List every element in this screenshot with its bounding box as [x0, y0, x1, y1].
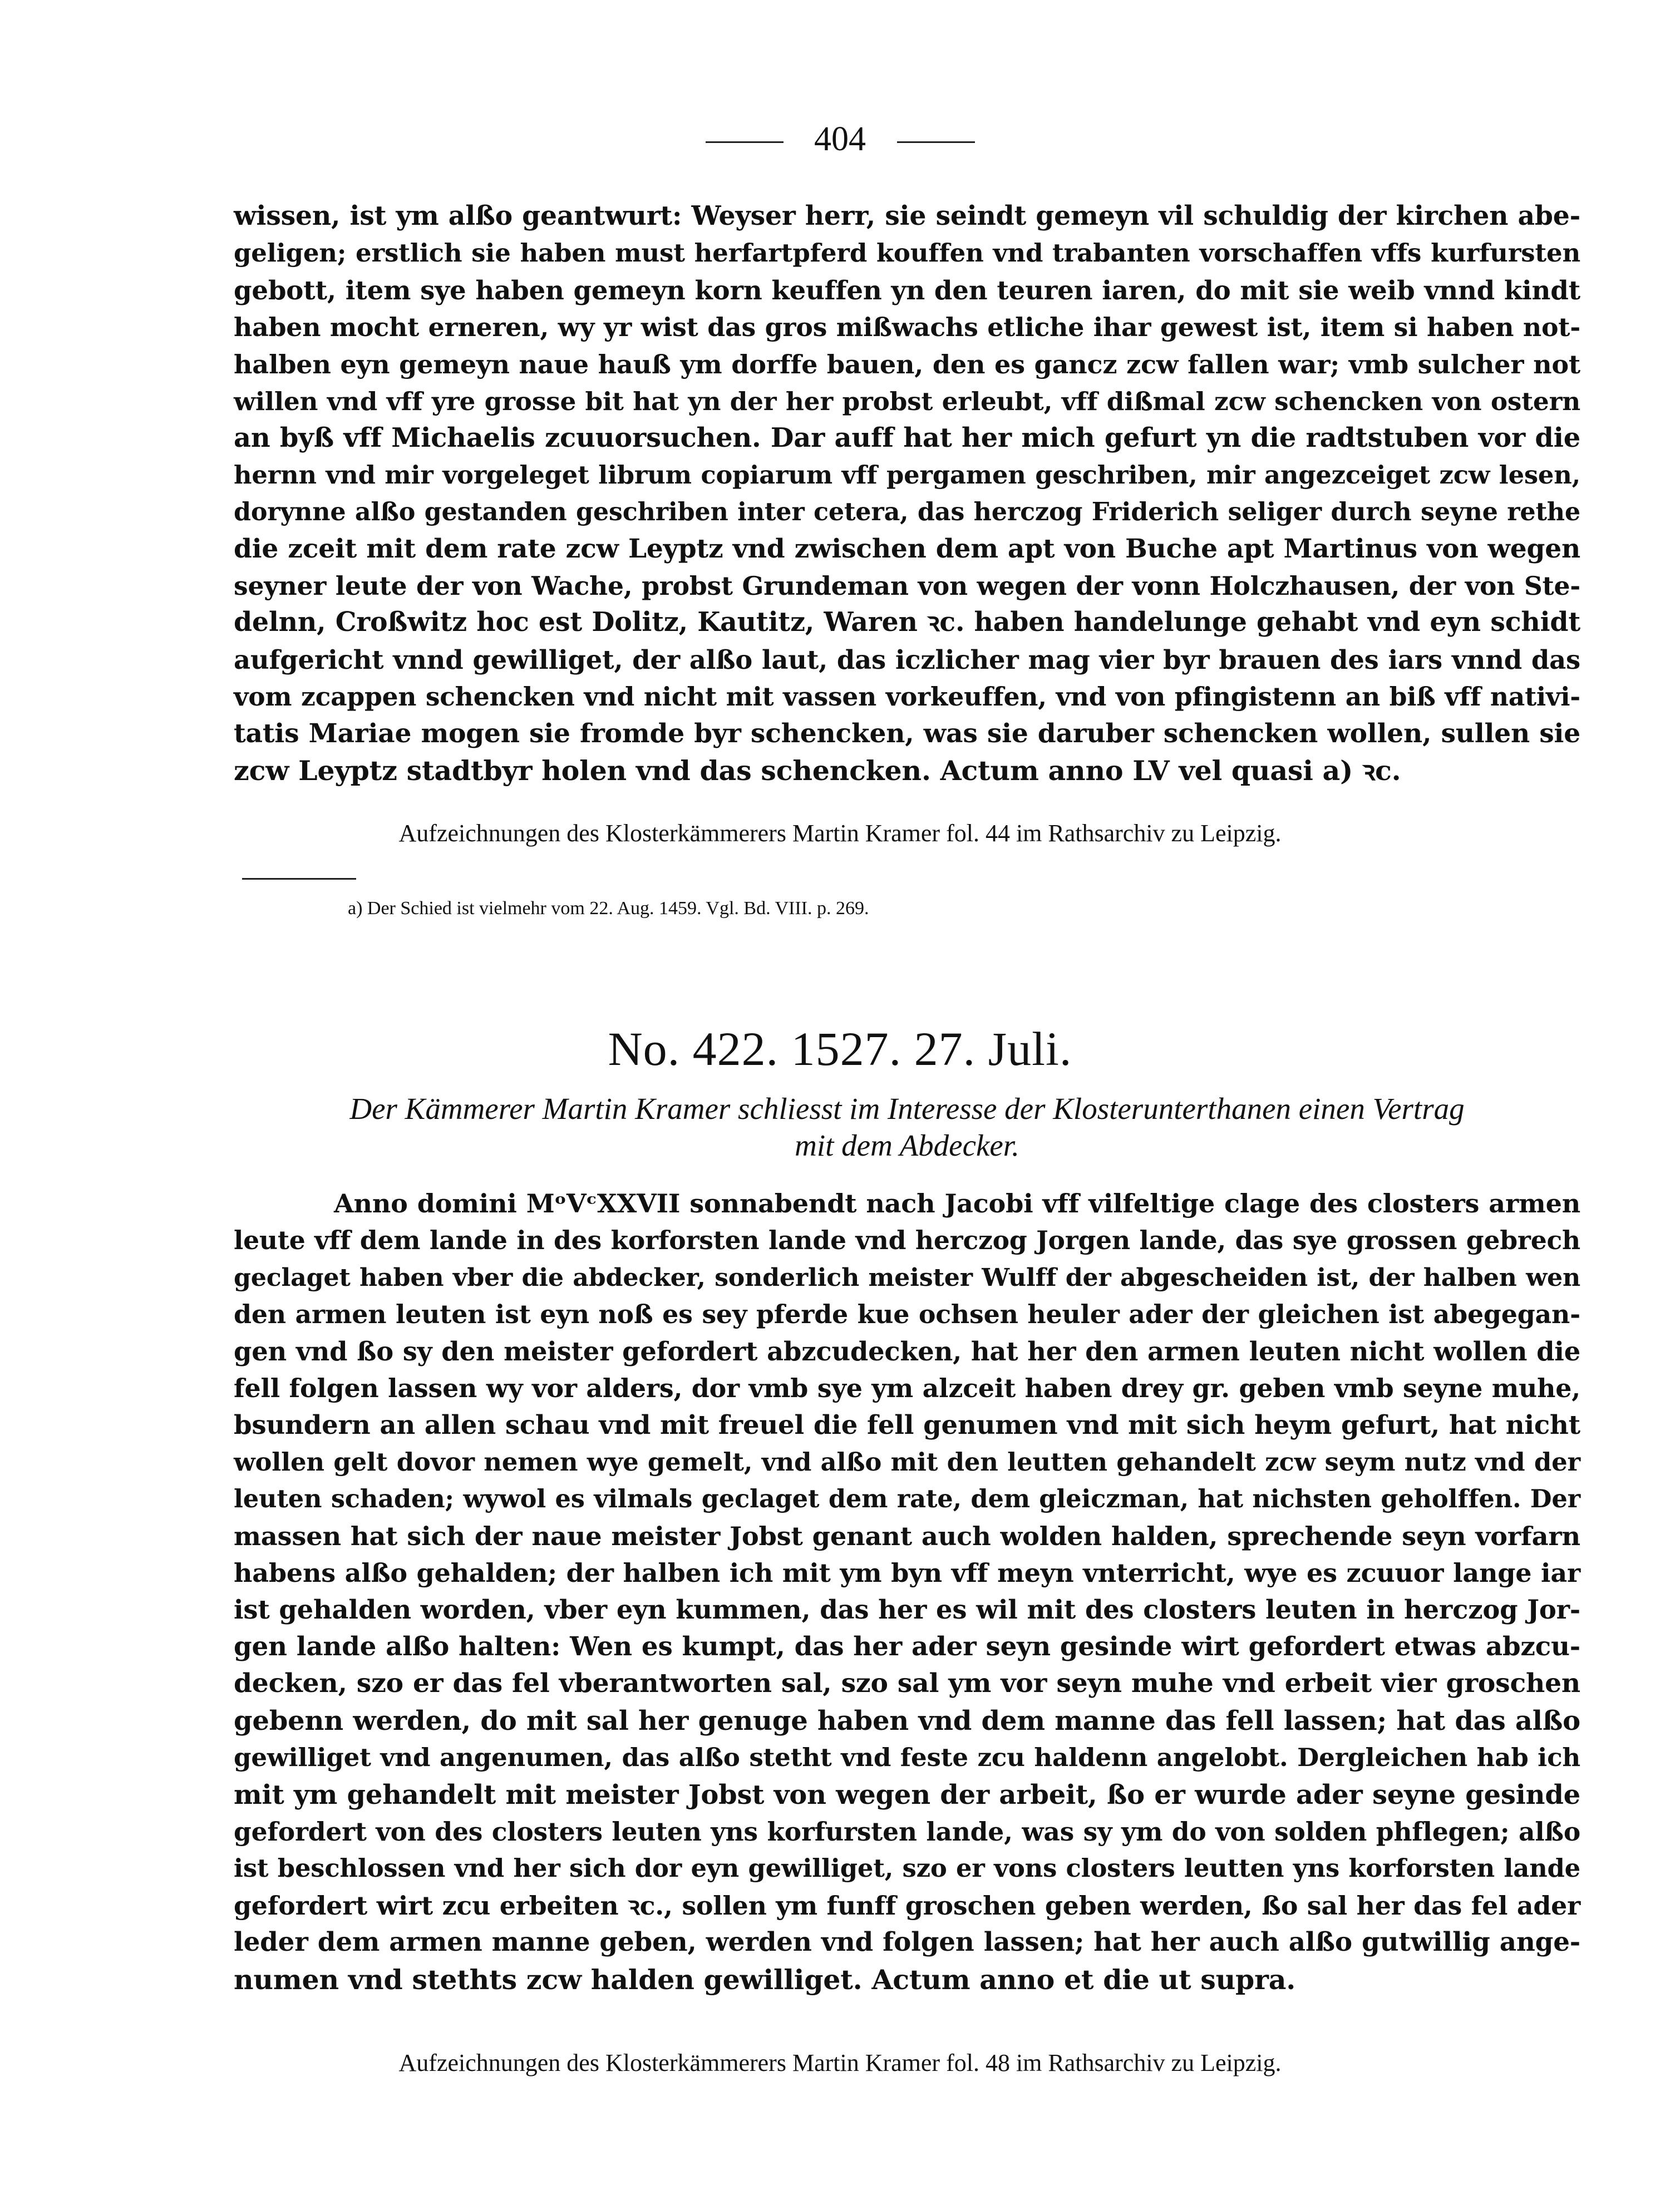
- text-line: vom zcappen schencken vnd nicht mit vassen vorkeuffen, vnd von pfingistenn an biß vff nativi-: [234, 682, 1580, 712]
- text-line: gen lande alßo halten: Wen es kumpt, das her ader seyn gesinde wirt gefordert etwas abzcu-: [234, 1631, 1580, 1662]
- text-line: delnn, Croßwitz hoc est Dolitz, Kautitz, Waren ꝛc. haben handelunge gehabt vnd eyn schidt: [234, 607, 1580, 638]
- page-number: 404: [814, 120, 866, 158]
- text-line: wollen gelt dovor nemen wye gemelt, vnd alßo mit den leutten gehandelt zcw seym nutz vnd der: [234, 1447, 1580, 1477]
- document-heading: No. 422. 1527. 27. Juli.: [608, 1022, 1072, 1076]
- text-line: gen vnd ßo sy den meister gefordert abzcudecken, hat her den armen leuten nicht wollen die: [234, 1335, 1580, 1367]
- text-line: geclaget haben vber die abdecker, sonderlich meister Wulff der abgescheiden ist, der halben wen: [234, 1262, 1580, 1292]
- summary-line: Der Kämmerer Martin Kramer schliesst im Interesse der Klosterunterthanen einen Vertrag: [349, 1092, 1465, 1126]
- text-line: leute vff dem lande in des korforsten lande vnd herczog Jorgen lande, das sye grossen gebrech: [234, 1225, 1580, 1256]
- text-line: decken, szo er das fel vberantworten sal, szo sal ym vor seyn muhe vnd erbeit vier groschen: [234, 1668, 1580, 1699]
- text-line: seyner leute der von Wache, probst Grundeman von wegen der vonn Holczhausen, der von Ste-: [234, 571, 1580, 601]
- footnote: a) Der Schied ist vielmehr vom 22. Aug. 1459. Vgl. Bd. VIII. p. 269.: [348, 898, 869, 919]
- text-line: mit ym gehandelt mit meister Jobst von wegen der arbeit, ßo er wurde ader seyne gesinde: [234, 1779, 1580, 1811]
- text-line: gebott, item sye haben gemeyn korn keuffen yn den teuren iaren, do mit sie weib vnnd kindt: [234, 274, 1580, 305]
- text-line: dorynne alßo gestanden geschriben inter cetera, das herczog Friderich seliger durch seyne rethe: [234, 497, 1580, 527]
- document-summary: [245, 1091, 1569, 1164]
- text-line: gewilliget vnd angenumen, das alßo stetht vnd feste zcu haldenn angelobt. Dergleichen hab ich: [234, 1743, 1580, 1773]
- text-line: die zceit mit dem rate zcw Leyptz vnd zwischen dem apt von Buche apt Martinus von wegen: [234, 533, 1580, 564]
- text-line: fell folgen lassen wy vor alders, dor vmb sye ym alzceit haben drey gr. geben vmb seyne muhe,: [234, 1373, 1580, 1404]
- text-line: haben mocht erneren, wy yr wist das gros mißwachs etliche ihar gewest ist, item si haben not-: [234, 312, 1580, 343]
- text-line: Anno domini MᵒVᶜXXVII sonnabendt nach Jacobi vff vilfeltige clage des closters armen: [334, 1188, 1580, 1219]
- text-line: massen hat sich der naue meister Jobst genant auch wolden halden, sprechende seyn vorfarn: [234, 1521, 1580, 1551]
- text-line: gebenn werden, do mit sal her genuge haben vnd dem manne das fell lassen; hat das alßo: [234, 1705, 1580, 1737]
- source-citation: Aufzeichnungen des Klosterkämmerers Martin Kramer fol. 48 im Rathsarchiv zu Leipzig.: [398, 2049, 1282, 2076]
- source-citation: Aufzeichnungen des Klosterkämmerers Martin Kramer fol. 44 im Rathsarchiv zu Leipzig.: [398, 820, 1282, 847]
- text-line: leder dem armen manne geben, werden vnd folgen lassen; hat her auch alßo gutwillig ange-: [234, 1927, 1580, 1958]
- text-line: ist beschlossen vnd her sich dor eyn gewilliget, szo er vons closters leutten yns korforsten lande: [234, 1853, 1580, 1883]
- text-line: zcw Leyptz stadtbyr holen vnd das schencken. Actum anno LV vel quasi a) ꝛc.: [234, 754, 1401, 787]
- text-line: habens alßo gehalden; der halben ich mit ym byn vff meyn vnterricht, wye es zcuuor lange iar: [234, 1558, 1580, 1589]
- text-line: ist gehalden worden, vber eyn kummen, das her es wil mit des closters leuten in herczog Jor-: [234, 1594, 1580, 1625]
- text-line: wissen, ist ym alßo geantwurt: Weyser herr, sie seindt gemeyn vil schuldig der kirchen abe-: [234, 201, 1580, 231]
- text-line: geligen; erstlich sie haben must herfartpferd kouffen vnd trabanten vorschaffen vffs kurfursten: [234, 238, 1580, 268]
- continuation-text: [234, 198, 1580, 790]
- header-dash-left: [706, 141, 784, 143]
- summary-line: mit dem Abdecker.: [795, 1128, 1019, 1162]
- document-body: [234, 1185, 1580, 1998]
- text-line: den armen leuten ist eyn noß es sey pferde kue ochsen heuler ader der gleichen ist abegegan-: [234, 1299, 1580, 1330]
- header-dash-right: [897, 141, 975, 143]
- text-line: willen vnd vff yre grosse bit hat yn der her probst erleubt, vff dißmal zcw schencken von ostern: [234, 386, 1580, 417]
- text-line: numen vnd stethts zcw halden gewilliget. Actum anno et die ut supra.: [234, 1963, 1296, 1996]
- text-line: tatis Mariae mogen sie fromde byr schencken, was sie daruber schencken wollen, sullen sie: [234, 718, 1580, 749]
- text-line: an byß vff Michaelis zcuuorsuchen. Dar auff hat her mich gefurt yn die radtstuben vor die: [234, 422, 1580, 454]
- text-line: bsundern an allen schau vnd mit freuel die fell genumen vnd mit sich heym gefurt, hat nicht: [234, 1409, 1580, 1441]
- text-line: gefordert wirt zcu erbeiten ꝛc., sollen ym funff groschen geben werden, ßo sal her das fel ader: [234, 1890, 1580, 1921]
- text-line: gefordert von des closters leuten yns korfursten lande, was sy ym do von solden phflegen; alßo: [234, 1816, 1580, 1847]
- text-line: leuten schaden; wywol es vilmals geclaget dem rate, dem gleiczman, hat nichsten geholffen. Der: [234, 1484, 1580, 1514]
- footnote-rule: [242, 878, 356, 880]
- text-line: aufgericht vnnd gewilliget, der alßo laut, das iczlicher mag vier byr brauen des iars vnnd das: [234, 644, 1580, 675]
- text-line: halben eyn gemeyn naue hauß ym dorffe bauen, den es gancz zcw fallen war; vmb sulcher not: [234, 349, 1580, 379]
- page-header: [0, 117, 1680, 161]
- text-line: hernn vnd mir vorgeleget librum copiarum vff pergamen geschriben, mir angezceiget zcw lesen,: [234, 460, 1580, 490]
